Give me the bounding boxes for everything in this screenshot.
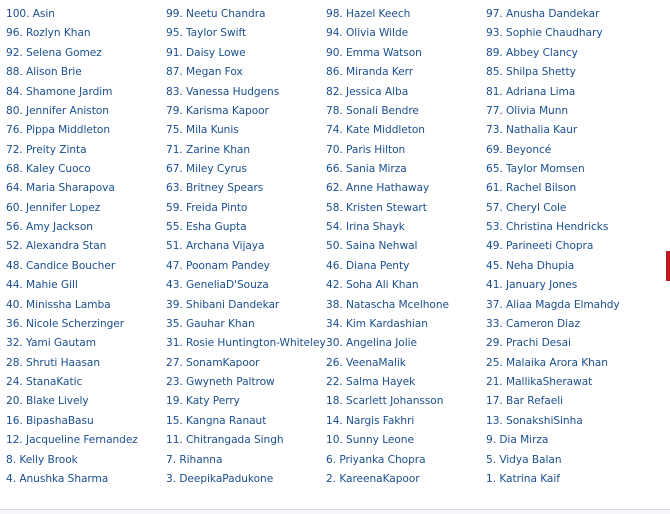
list-item: 3. DeepikaPadukone	[166, 472, 274, 485]
list-item: 65. Taylor Momsen	[486, 163, 585, 175]
list-item: 56. Amy Jackson	[6, 221, 93, 234]
list-item: 81. Adriana Lima	[486, 85, 576, 98]
list-item: 16. BipashaBasu	[6, 414, 94, 427]
list-item: 5. Vidya Balan	[486, 453, 562, 466]
list-item: 93. Sophie Chaudhary	[486, 27, 603, 40]
list-item: 20. Blake Lively	[6, 395, 89, 408]
list-item: 84. Shamone Jardim	[6, 85, 113, 98]
list-item: 62. Anne Hathaway	[326, 182, 430, 195]
list-item: 82. Jessica Alba	[326, 85, 409, 98]
list-item: 58. Kristen Stewart	[326, 201, 427, 214]
list-item: 55. Esha Gupta	[166, 221, 247, 234]
list-item: 21. MallikaSherawat	[486, 376, 593, 388]
list-item: 28. Shruti Haasan	[6, 356, 101, 369]
list-item: 87. Megan Fox	[166, 66, 243, 79]
list-item: 95. Taylor Swift	[166, 27, 247, 40]
list-item: 1. Katrina Kaif	[486, 472, 560, 485]
list-item: 59. Freida Pinto	[166, 201, 248, 214]
list-item: 29. Prachi Desai	[486, 337, 571, 350]
list-item: 66. Sania Mirza	[326, 163, 407, 175]
list-item: 6. Priyanka Chopra	[326, 453, 426, 466]
list-item: 98. Hazel Keech	[326, 8, 411, 20]
list-item: 2. KareenaKapoor	[326, 472, 420, 485]
list-item: 43. GeneliaD'Souza	[166, 279, 269, 292]
list-item: 44. Mahie Gill	[6, 279, 78, 292]
list-item: 26. VeenaMalik	[326, 356, 406, 369]
list-item: 14. Nargis Fakhri	[326, 414, 415, 427]
list-item: 9. Dia Mirza	[486, 434, 549, 447]
list-item: 61. Rachel Bilson	[486, 182, 577, 195]
list-item: 50. Saina Nehwal	[326, 240, 418, 253]
list-item: 67. Miley Cyrus	[166, 163, 247, 175]
list-item: 90. Emma Watson	[326, 46, 422, 59]
list-item: 27. SonamKapoor	[166, 356, 260, 369]
list-item: 83. Vanessa Hudgens	[166, 85, 280, 98]
list-item: 52. Alexandra Stan	[6, 240, 107, 253]
list-item: 34. Kim Kardashian	[326, 317, 428, 330]
list-item: 80. Jennifer Aniston	[6, 104, 109, 117]
edge-marker	[666, 251, 670, 281]
list-item: 8. Kelly Brook	[6, 453, 78, 466]
list-item: 96. Rozlyn Khan	[6, 27, 91, 40]
list-item: 42. Soha Ali Khan	[326, 279, 419, 292]
list-item: 33. Cameron Diaz	[486, 317, 580, 330]
list-item: 88. Alison Brie	[6, 66, 82, 79]
list-item: 31. Rosie Huntington-Whiteley	[166, 337, 326, 350]
list-item: 10. Sunny Leone	[326, 434, 414, 447]
list-item: 53. Christina Hendricks	[486, 221, 609, 234]
list-item: 13. SonakshiSinha	[486, 414, 583, 427]
list-item: 41. January Jones	[486, 279, 578, 292]
list-item: 30. Angelina Jolie	[326, 337, 417, 350]
list-item: 64. Maria Sharapova	[6, 182, 115, 195]
list-item: 89. Abbey Clancy	[486, 46, 578, 59]
list-item: 92. Selena Gomez	[6, 46, 102, 59]
list-item: 79. Karisma Kapoor	[166, 104, 269, 117]
list-item: 70. Paris Hilton	[326, 143, 406, 156]
list-item: 45. Neha Dhupia	[486, 259, 575, 272]
list-item: 86. Miranda Kerr	[326, 66, 414, 79]
list-item: 32. Yami Gautam	[6, 337, 96, 350]
list-item: 12. Jacqueline Fernandez	[6, 434, 138, 447]
list-item: 57. Cheryl Cole	[486, 201, 567, 214]
bottom-divider-shadow	[0, 510, 670, 514]
list-item: 69. Beyoncé	[486, 143, 552, 156]
list-item: 22. Salma Hayek	[326, 376, 416, 388]
list-item: 15. Kangna Ranaut	[166, 414, 267, 427]
list-item: 25. Malaika Arora Khan	[486, 356, 608, 369]
list-item: 99. Neetu Chandra	[166, 8, 266, 20]
list-item: 23. Gwyneth Paltrow	[166, 376, 275, 388]
list-item: 40. Minissha Lamba	[6, 298, 111, 311]
list-item: 100. Asin	[6, 8, 55, 20]
list-item: 54. Irina Shayk	[326, 221, 405, 234]
list-item: 77. Olivia Munn	[486, 104, 569, 117]
list-item: 17. Bar Refaeli	[486, 395, 563, 408]
list-item: 38. Natascha Mcelhone	[326, 298, 449, 311]
list-item: 71. Zarine Khan	[166, 143, 250, 156]
list-item: 11. Chitrangada Singh	[166, 434, 284, 447]
list-item: 48. Candice Boucher	[6, 259, 116, 272]
list-item: 47. Poonam Pandey	[166, 259, 270, 272]
list-item: 49. Parineeti Chopra	[486, 240, 594, 253]
list-item: 76. Pippa Middleton	[6, 124, 111, 137]
list-item: 94. Olivia Wilde	[326, 27, 409, 40]
list-item: 24. StanaKatic	[6, 376, 83, 388]
list-item: 4. Anushka Sharma	[6, 472, 109, 485]
list-item: 91. Daisy Lowe	[166, 46, 246, 59]
list-item: 74. Kate Middleton	[326, 124, 425, 137]
list-item: 63. Britney Spears	[166, 182, 264, 195]
list-item: 73. Nathalia Kaur	[486, 124, 578, 137]
list-item: 78. Sonali Bendre	[326, 104, 419, 117]
list-item: 7. Rihanna	[166, 453, 223, 466]
list-item: 19. Katy Perry	[166, 395, 240, 408]
list-item: 51. Archana Vijaya	[166, 240, 265, 253]
list-item: 39. Shibani Dandekar	[166, 298, 280, 311]
list-item: 85. Shilpa Shetty	[486, 66, 576, 79]
list-item: 72. Preity Zinta	[6, 143, 87, 156]
list-item: 68. Kaley Cuoco	[6, 163, 91, 175]
list-item: 35. Gauhar Khan	[166, 317, 255, 330]
list-item: 18. Scarlett Johansson	[326, 395, 444, 408]
list-item: 97. Anusha Dandekar	[486, 8, 600, 20]
list-item: 36. Nicole Scherzinger	[6, 317, 125, 330]
list-item: 37. Aliaa Magda Elmahdy	[486, 298, 620, 311]
list-item: 46. Diana Penty	[326, 259, 410, 272]
list-item: 60. Jennifer Lopez	[6, 201, 101, 214]
list-item: 75. Mila Kunis	[166, 124, 239, 137]
